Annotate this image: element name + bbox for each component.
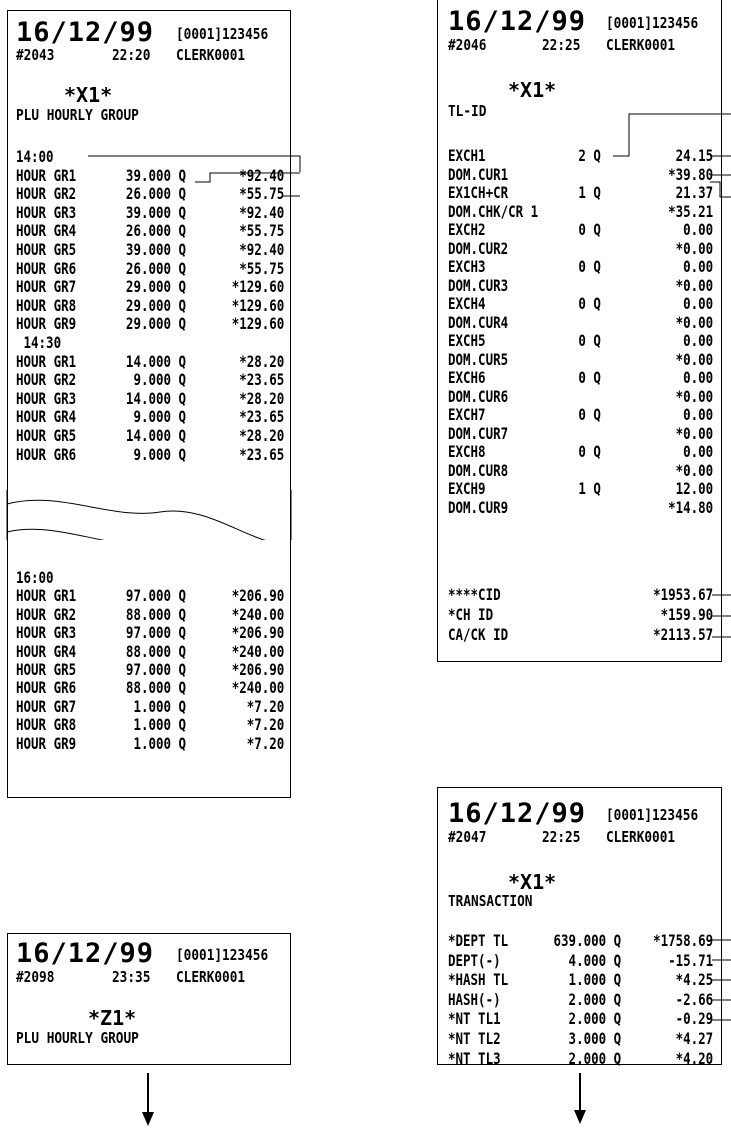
line-amount: *0.00 bbox=[675, 275, 714, 295]
line-label: HOUR GR5 bbox=[16, 426, 77, 445]
line-amount: 0.00 bbox=[683, 368, 714, 387]
line-amount: *240.00 bbox=[231, 678, 285, 698]
line-label: HOUR GR2 bbox=[16, 604, 77, 624]
line-amount: *39.80 bbox=[668, 164, 714, 184]
arrow-down-icon bbox=[142, 1073, 154, 1126]
receipt-time: 23:35 bbox=[112, 968, 151, 986]
line-amount: *0.00 bbox=[675, 238, 714, 258]
report-mode: *X1* bbox=[508, 870, 557, 894]
report-title: PLU HOURLY GROUP bbox=[16, 106, 139, 124]
callout-line-qty bbox=[195, 173, 300, 182]
line-quantity: 1.000 Q bbox=[568, 970, 622, 990]
line-label: DOM.CUR8 bbox=[448, 460, 509, 480]
line-amount: *55.75 bbox=[239, 221, 285, 241]
line-label: EX1CH+CR bbox=[448, 183, 509, 202]
receipt-serial: [0001]123456 bbox=[176, 946, 269, 964]
line-amount: -2.66 bbox=[675, 989, 714, 1009]
line-quantity: 3.000 Q bbox=[568, 1029, 622, 1048]
line-amount: *4.27 bbox=[675, 1029, 714, 1048]
line-quantity: 14.000 Q bbox=[125, 351, 187, 371]
line-amount: *2113.57 bbox=[653, 624, 714, 644]
line-amount: *92.40 bbox=[239, 240, 285, 259]
line-label: HOUR GR2 bbox=[16, 184, 77, 204]
line-amount: *92.40 bbox=[239, 165, 285, 185]
line-amount: *7.20 bbox=[246, 733, 285, 753]
line-amount: *0.00 bbox=[675, 460, 714, 480]
line-amount: *206.90 bbox=[231, 660, 285, 679]
line-amount: *28.20 bbox=[239, 388, 285, 408]
line-quantity: 2.000 Q bbox=[568, 989, 622, 1009]
receipt-time: 22:25 bbox=[542, 36, 581, 54]
line-label: HOUR GR8 bbox=[16, 295, 77, 315]
line-label: EXCH4 bbox=[448, 294, 486, 313]
line-label: *HASH TL bbox=[448, 970, 509, 990]
line-label: DOM.CHK/CR 1 bbox=[448, 201, 539, 221]
line-label: HOUR GR1 bbox=[16, 586, 77, 606]
line-label: 14:30 bbox=[16, 333, 62, 352]
line-amount: *0.00 bbox=[675, 386, 714, 406]
receipt-date: 16/12/99 bbox=[16, 938, 155, 969]
line-quantity: 1.000 Q bbox=[125, 715, 187, 735]
line-label: 16:00 bbox=[16, 568, 54, 587]
line-amount: -15.71 bbox=[668, 950, 714, 970]
line-label: DOM.CUR7 bbox=[448, 423, 509, 443]
line-label: HOUR GR6 bbox=[16, 444, 77, 464]
line-quantity: 88.000 Q bbox=[125, 604, 187, 624]
line-label: EXCH9 bbox=[448, 479, 486, 498]
line-quantity: 2.000 Q bbox=[568, 1048, 622, 1068]
line-quantity: 0 Q bbox=[578, 220, 601, 239]
report-title: PLU HOURLY GROUP bbox=[16, 1029, 139, 1047]
line-quantity: 0 Q bbox=[578, 294, 601, 313]
clerk-name: CLERK0001 bbox=[606, 828, 676, 846]
line-amount: *92.40 bbox=[239, 202, 285, 222]
line-label: HASH(-) bbox=[448, 989, 501, 1009]
line-amount: *0.00 bbox=[675, 349, 714, 369]
line-label: EXCH5 bbox=[448, 331, 486, 350]
line-label: DOM.CUR2 bbox=[448, 238, 509, 258]
line-quantity: 88.000 Q bbox=[125, 678, 187, 698]
clerk-name: CLERK0001 bbox=[176, 46, 246, 64]
line-amount: *0.00 bbox=[675, 312, 714, 332]
line-label: HOUR GR7 bbox=[16, 277, 77, 297]
line-amount: *4.20 bbox=[675, 1048, 714, 1068]
line-amount: *0.00 bbox=[675, 423, 714, 443]
report-mode: *X1* bbox=[64, 83, 113, 107]
line-amount: *206.90 bbox=[231, 586, 285, 606]
line-amount: 0.00 bbox=[683, 257, 714, 276]
line-quantity: 14.000 Q bbox=[125, 426, 187, 445]
line-quantity: 0 Q bbox=[578, 368, 601, 387]
line-amount: *35.21 bbox=[668, 201, 714, 221]
receipt-time: 22:25 bbox=[542, 828, 581, 846]
line-amount: *28.20 bbox=[239, 351, 285, 371]
line-label: HOUR GR3 bbox=[16, 623, 77, 643]
line-quantity: 29.000 Q bbox=[125, 295, 187, 315]
line-amount: 0.00 bbox=[683, 331, 714, 350]
line-label: EXCH1 bbox=[448, 146, 486, 165]
receipt-serial: [0001]123456 bbox=[176, 25, 269, 43]
line-label: EXCH3 bbox=[448, 257, 486, 276]
line-label: DOM.CUR4 bbox=[448, 312, 509, 332]
receipt-serial: [0001]123456 bbox=[606, 14, 699, 32]
line-amount: *1953.67 bbox=[653, 585, 714, 604]
clerk-name: CLERK0001 bbox=[176, 968, 246, 986]
line-amount: *129.60 bbox=[231, 314, 285, 334]
line-label: CA/CK ID bbox=[448, 624, 509, 644]
line-label: HOUR GR6 bbox=[16, 258, 77, 278]
line-label: 14:00 bbox=[16, 147, 54, 166]
line-label: HOUR GR5 bbox=[16, 240, 77, 259]
report-title: TRANSACTION bbox=[448, 892, 533, 910]
line-quantity: 0 Q bbox=[578, 405, 601, 424]
report-title: TL-ID bbox=[448, 102, 487, 120]
line-label: DOM.CUR1 bbox=[448, 164, 509, 184]
line-amount: *129.60 bbox=[231, 277, 285, 297]
line-amount: 12.00 bbox=[675, 479, 714, 498]
line-label: EXCH7 bbox=[448, 405, 486, 424]
line-quantity: 9.000 Q bbox=[125, 370, 187, 390]
line-label: HOUR GR9 bbox=[16, 314, 77, 334]
line-quantity: 39.000 Q bbox=[125, 240, 187, 259]
line-quantity: 0 Q bbox=[578, 331, 601, 350]
line-quantity: 97.000 Q bbox=[125, 623, 187, 643]
line-quantity: 97.000 Q bbox=[125, 660, 187, 679]
arrow-down-icon bbox=[574, 1073, 586, 1124]
report-mode: *X1* bbox=[508, 78, 557, 102]
line-label: HOUR GR9 bbox=[16, 733, 77, 753]
line-label: HOUR GR4 bbox=[16, 221, 77, 241]
receipt-time: 22:20 bbox=[112, 46, 151, 64]
consecutive-number: #2098 bbox=[16, 968, 55, 986]
consecutive-number: #2047 bbox=[448, 828, 487, 846]
receipt-serial: [0001]123456 bbox=[606, 806, 699, 824]
line-amount: *4.25 bbox=[675, 970, 714, 990]
line-amount: *14.80 bbox=[668, 497, 714, 517]
line-quantity: 26.000 Q bbox=[125, 184, 187, 204]
line-quantity: 1 Q bbox=[578, 479, 601, 498]
line-quantity: 1.000 Q bbox=[125, 733, 187, 753]
line-label: DOM.CUR5 bbox=[448, 349, 509, 369]
line-amount: *23.65 bbox=[239, 444, 285, 464]
line-amount: *55.75 bbox=[239, 184, 285, 204]
line-amount: *240.00 bbox=[231, 641, 285, 661]
line-quantity: 39.000 Q bbox=[125, 202, 187, 222]
line-quantity: 0 Q bbox=[578, 442, 601, 461]
line-amount: 0.00 bbox=[683, 405, 714, 424]
line-amount: *206.90 bbox=[231, 623, 285, 643]
line-quantity: 1 Q bbox=[578, 183, 601, 202]
receipt-date: 16/12/99 bbox=[448, 798, 587, 829]
callout-line-chk bbox=[710, 182, 731, 197]
line-label: HOUR GR6 bbox=[16, 678, 77, 698]
line-amount: *159.90 bbox=[660, 604, 714, 624]
line-amount: *28.20 bbox=[239, 426, 285, 445]
line-label: DOM.CUR6 bbox=[448, 386, 509, 406]
line-amount: 0.00 bbox=[683, 220, 714, 239]
line-quantity: 639.000 Q bbox=[553, 931, 622, 950]
line-quantity: 9.000 Q bbox=[125, 444, 187, 464]
callout-line-time bbox=[88, 156, 300, 172]
callout-line-count bbox=[613, 114, 731, 156]
line-quantity: 4.000 Q bbox=[568, 950, 622, 970]
line-label: ****CID bbox=[448, 585, 501, 604]
line-amount: 21.37 bbox=[675, 183, 714, 202]
line-label: HOUR GR3 bbox=[16, 202, 77, 222]
consecutive-number: #2046 bbox=[448, 36, 487, 54]
line-label: HOUR GR1 bbox=[16, 165, 77, 185]
line-label: HOUR GR8 bbox=[16, 715, 77, 735]
line-label: HOUR GR1 bbox=[16, 351, 77, 371]
line-label: HOUR GR7 bbox=[16, 696, 77, 716]
line-amount: *23.65 bbox=[239, 407, 285, 427]
line-label: HOUR GR3 bbox=[16, 388, 77, 408]
line-amount: *1758.69 bbox=[653, 931, 714, 950]
line-quantity: 14.000 Q bbox=[125, 388, 187, 408]
line-quantity: 2 Q bbox=[578, 146, 601, 165]
line-quantity: 26.000 Q bbox=[125, 258, 187, 278]
line-quantity: 26.000 Q bbox=[125, 221, 187, 241]
clerk-name: CLERK0001 bbox=[606, 36, 676, 54]
line-quantity: 2.000 Q bbox=[568, 1009, 622, 1029]
line-quantity: 29.000 Q bbox=[125, 277, 187, 297]
receipt-date: 16/12/99 bbox=[448, 6, 587, 37]
line-quantity: 29.000 Q bbox=[125, 314, 187, 334]
consecutive-number: #2043 bbox=[16, 46, 55, 64]
line-quantity: 97.000 Q bbox=[125, 586, 187, 606]
line-quantity: 39.000 Q bbox=[125, 165, 187, 185]
line-label: *NT TL2 bbox=[448, 1029, 501, 1048]
line-amount: *55.75 bbox=[239, 258, 285, 278]
line-amount: *7.20 bbox=[246, 696, 285, 716]
receipt-date: 16/12/99 bbox=[16, 17, 155, 48]
line-label: HOUR GR5 bbox=[16, 660, 77, 679]
line-quantity: 88.000 Q bbox=[125, 641, 187, 661]
line-amount: *7.20 bbox=[246, 715, 285, 735]
line-label: DOM.CUR3 bbox=[448, 275, 509, 295]
line-label: *NT TL1 bbox=[448, 1009, 501, 1029]
line-amount: -0.29 bbox=[675, 1009, 714, 1029]
line-label: *DEPT TL bbox=[448, 931, 509, 950]
line-amount: 0.00 bbox=[683, 294, 714, 313]
line-quantity: 1.000 Q bbox=[125, 696, 187, 716]
report-mode: *Z1* bbox=[88, 1006, 137, 1030]
line-amount: 0.00 bbox=[683, 442, 714, 461]
line-amount: 24.15 bbox=[675, 146, 714, 165]
line-label: DOM.CUR9 bbox=[448, 497, 509, 517]
line-label: *NT TL3 bbox=[448, 1048, 501, 1068]
line-label: EXCH8 bbox=[448, 442, 486, 461]
line-label: EXCH6 bbox=[448, 368, 486, 387]
line-quantity: 0 Q bbox=[578, 257, 601, 276]
line-label: HOUR GR2 bbox=[16, 370, 77, 390]
line-amount: *129.60 bbox=[231, 295, 285, 315]
line-label: DEPT(-) bbox=[448, 950, 501, 970]
line-label: HOUR GR4 bbox=[16, 641, 77, 661]
line-amount: *240.00 bbox=[231, 604, 285, 624]
line-label: EXCH2 bbox=[448, 220, 486, 239]
line-label: *CH ID bbox=[448, 604, 494, 624]
line-quantity: 9.000 Q bbox=[125, 407, 187, 427]
line-amount: *23.65 bbox=[239, 370, 285, 390]
line-label: HOUR GR4 bbox=[16, 407, 77, 427]
